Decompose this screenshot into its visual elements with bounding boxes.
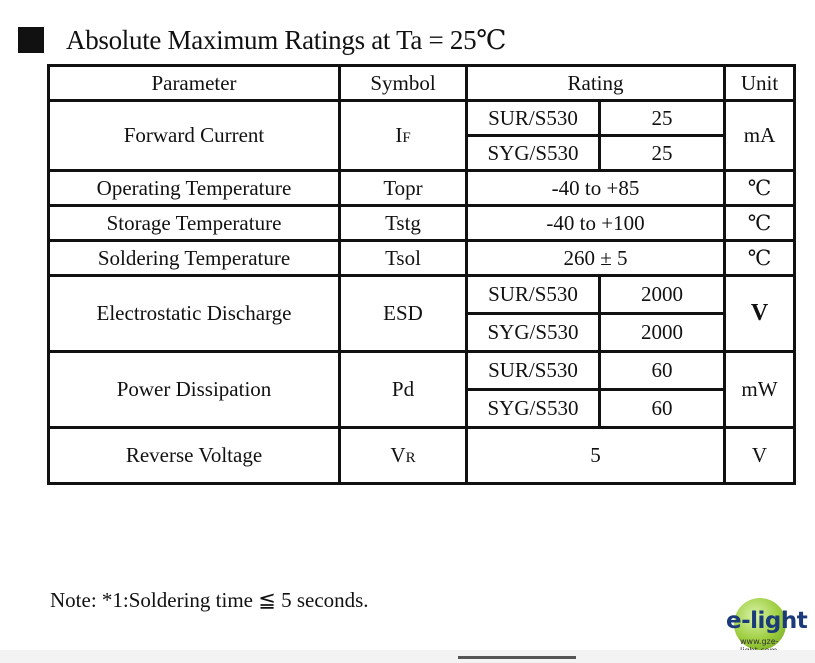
param-operating-temperature: Operating Temperature — [49, 171, 340, 206]
value-cell: 60 — [600, 390, 725, 428]
unit-power-dissipation: mW — [725, 352, 795, 428]
value-cell: 2000 — [600, 314, 725, 352]
table-row — [49, 241, 795, 276]
param-storage-temperature: Storage Temperature — [49, 206, 340, 241]
table-row — [49, 352, 795, 390]
param-electrostatic-discharge: Electrostatic Discharge — [49, 276, 340, 352]
value-cell: 2000 — [600, 276, 725, 314]
e-light-logo — [724, 594, 808, 656]
table-header-row — [49, 66, 795, 101]
square-bullet-icon — [18, 27, 44, 53]
symbol-power-dissipation: Pd — [340, 352, 467, 428]
header-unit: Unit — [725, 66, 795, 101]
unit-operating-temperature: ℃ — [725, 171, 795, 206]
table-row — [49, 428, 795, 484]
ratings-table — [47, 64, 796, 485]
footnote: Note: *1:Soldering time ≦ 5 seconds. — [50, 588, 369, 612]
header-rating: Rating — [467, 66, 725, 101]
unit-electrostatic-discharge: V — [725, 276, 795, 352]
value-cell: 60 — [600, 352, 725, 390]
symbol-reverse-voltage: VR — [340, 428, 467, 484]
param-power-dissipation: Power Dissipation — [49, 352, 340, 428]
section-heading — [18, 22, 506, 58]
param-forward-current: Forward Current — [49, 101, 340, 171]
header-parameter: Parameter — [49, 66, 340, 101]
unit-soldering-temperature: ℃ — [725, 241, 795, 276]
logo-url: www.gze- — [740, 637, 779, 646]
param-soldering-temperature: Soldering Temperature — [49, 241, 340, 276]
symbol-electrostatic-discharge: ESD — [340, 276, 467, 352]
model-cell: SYG/S530 — [467, 314, 600, 352]
unit-reverse-voltage: V — [725, 428, 795, 484]
symbol-storage-temperature: Tstg — [340, 206, 467, 241]
header-symbol: Symbol — [340, 66, 467, 101]
value-cell: 25 — [600, 101, 725, 136]
rating-soldering-temperature: 260 ± 5 — [467, 241, 725, 276]
scroll-indicator[interactable] — [458, 656, 576, 659]
rating-operating-temperature: -40 to +85 — [467, 171, 725, 206]
unit-forward-current: mA — [725, 101, 795, 171]
page-title: Absolute Maximum Ratings at Ta = 25℃ — [66, 24, 507, 55]
table-row — [49, 171, 795, 206]
bottom-strip — [0, 650, 815, 663]
model-cell: SUR/S530 — [467, 352, 600, 390]
logo-brand: e-light — [726, 608, 808, 634]
symbol-forward-current: IF — [340, 101, 467, 171]
value-cell: 25 — [600, 136, 725, 171]
rating-reverse-voltage: 5 — [467, 428, 725, 484]
symbol-soldering-temperature: Tsol — [340, 241, 467, 276]
rating-storage-temperature: -40 to +100 — [467, 206, 725, 241]
param-reverse-voltage: Reverse Voltage — [49, 428, 340, 484]
model-cell: SYG/S530 — [467, 136, 600, 171]
table-row — [49, 276, 795, 314]
model-cell: SUR/S530 — [467, 276, 600, 314]
unit-storage-temperature: ℃ — [725, 206, 795, 241]
symbol-operating-temperature: Topr — [340, 171, 467, 206]
table-row — [49, 206, 795, 241]
model-cell: SUR/S530 — [467, 101, 600, 136]
table-row — [49, 101, 795, 136]
model-cell: SYG/S530 — [467, 390, 600, 428]
